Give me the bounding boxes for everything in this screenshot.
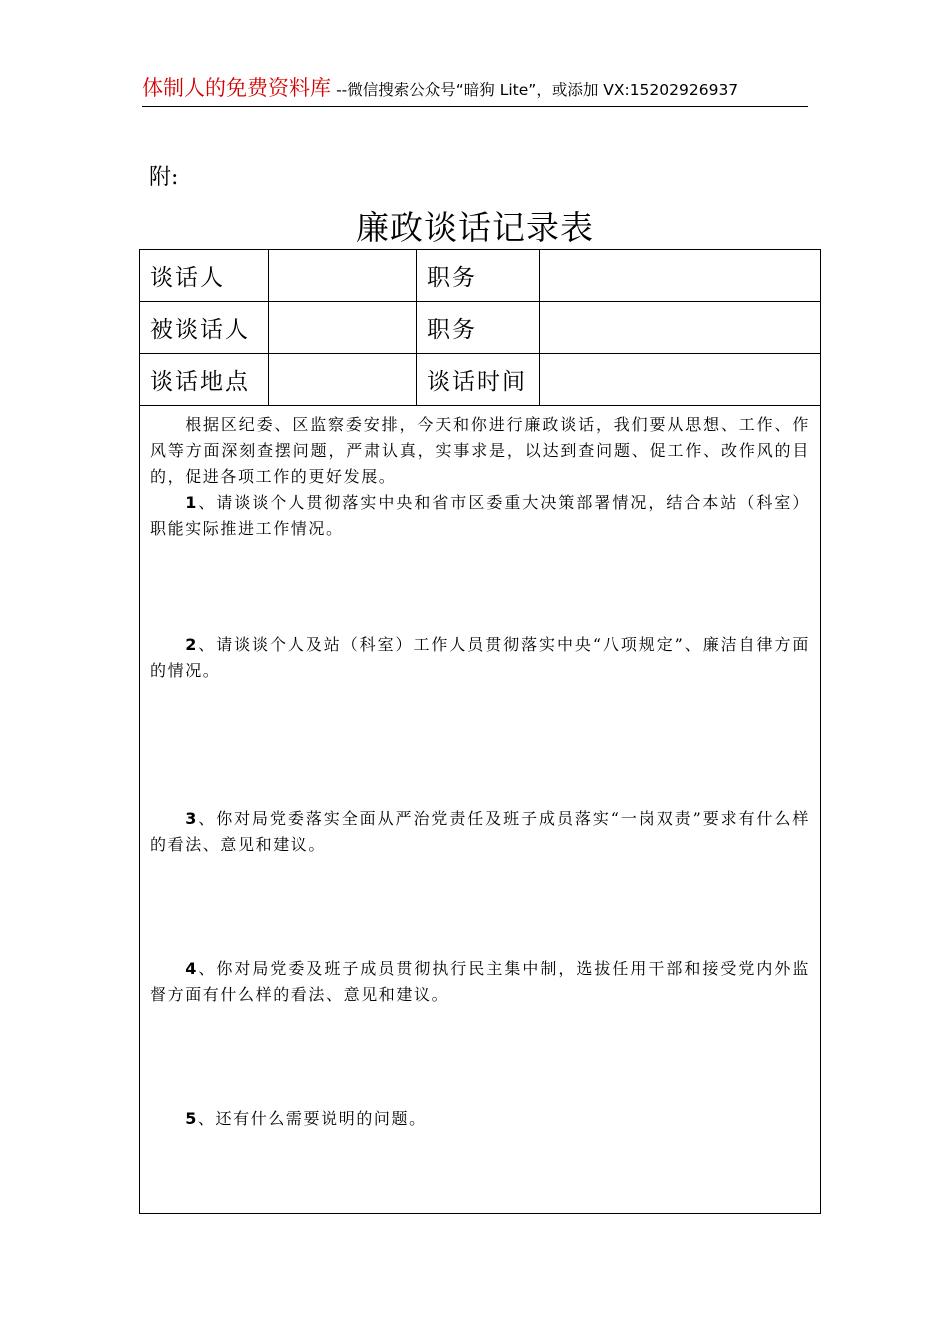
- content-cell: [140, 406, 821, 1214]
- question-3: [150, 806, 810, 858]
- banner-site-name: 体制人的免费资料库: [142, 76, 331, 100]
- interviewee-position-label: 职务: [417, 302, 540, 354]
- location-field[interactable]: [269, 354, 417, 406]
- question-5-number: 5: [185, 1109, 198, 1128]
- interviewer-row: [140, 250, 821, 302]
- banner-note: --微信搜索公众号“暗狗 Lite”，或添加 VX:15202926937: [336, 81, 739, 99]
- time-label: 谈话时间: [417, 354, 540, 406]
- question-1-number: 1: [185, 493, 198, 512]
- question-4: [150, 956, 810, 1008]
- interviewer-position-field[interactable]: [540, 250, 821, 302]
- content-row: [140, 406, 821, 1214]
- record-form-table: [139, 249, 821, 1214]
- question-3-number: 3: [185, 809, 198, 828]
- question-5: [150, 1106, 810, 1132]
- location-label: 谈话地点: [140, 354, 269, 406]
- question-3-text: 、你对局党委落实全面从严治党责任及班子成员落实“一岗双责”要求有什么样的看法、意见和建议。: [150, 809, 810, 854]
- page-title: 廉政谈话记录表: [356, 208, 594, 247]
- interviewee-field[interactable]: [269, 302, 417, 354]
- interviewer-position-label: 职务: [417, 250, 540, 302]
- interviewer-field[interactable]: [269, 250, 417, 302]
- time-field[interactable]: [540, 354, 821, 406]
- question-2-text: 、请谈谈个人及站（科室）工作人员贯彻落实中央“八项规定”、廉洁自律方面的情况。: [150, 635, 810, 680]
- intro-paragraph: 根据区纪委、区监察委安排，今天和你进行廉政谈话，我们要从思想、工作、作风等方面深刻查摆问题，严肃认真，实事求是，以达到查问题、促工作、改作风的目的，促进各项工作的更好发展。: [150, 415, 810, 486]
- question-1-text: 、请谈谈个人贯彻落实中央和省市区委重大决策部署情况，结合本站（科室）职能实际推进工作情况。: [150, 493, 810, 538]
- interviewer-label: 谈话人: [140, 250, 269, 302]
- location-time-row: [140, 354, 821, 406]
- question-4-text: 、你对局党委及班子成员贯彻执行民主集中制，选拔任用干部和接受党内外监督方面有什么样的看法、意见和建议。: [150, 959, 810, 1004]
- attachment-label: 附:: [149, 165, 179, 190]
- question-4-number: 4: [185, 959, 198, 978]
- interviewee-row: [140, 302, 821, 354]
- interviewee-position-field[interactable]: [540, 302, 821, 354]
- question-5-text: 、还有什么需要说明的问题。: [197, 1109, 427, 1128]
- interviewee-label: 被谈话人: [140, 302, 269, 354]
- question-2-number: 2: [185, 635, 198, 654]
- header-banner: [142, 72, 808, 107]
- question-1: [150, 490, 810, 542]
- question-2: [150, 632, 810, 684]
